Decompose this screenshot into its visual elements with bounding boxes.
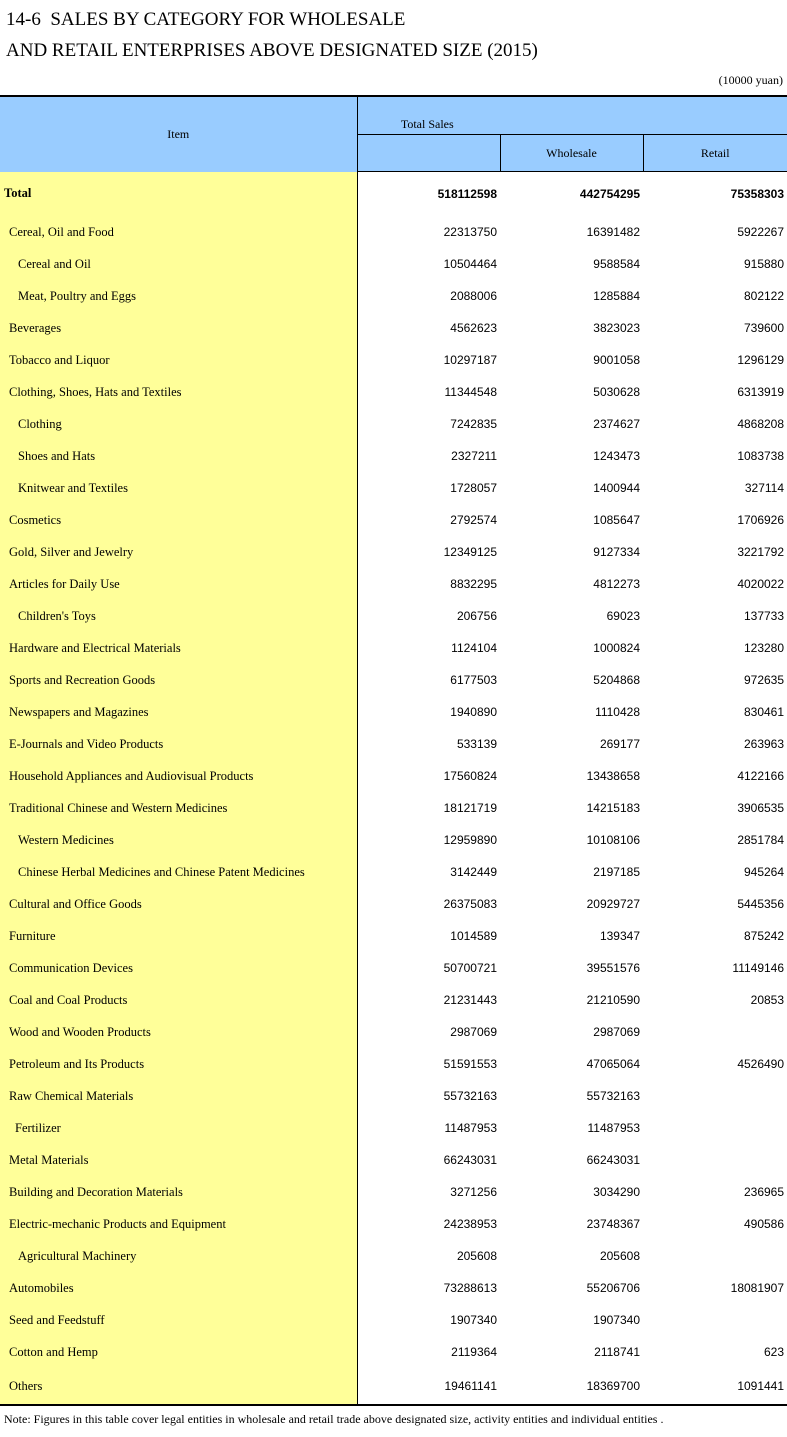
row-total-cell: 26375083 <box>443 897 497 911</box>
row-item-cell: Cotton and Hemp <box>0 1336 357 1368</box>
row-total-cell: 2119364 <box>451 1345 497 1359</box>
row-retail-cell: 6313919 <box>737 385 785 399</box>
table-row <box>0 376 787 408</box>
row-item-cell: Raw Chemical Materials <box>0 1080 357 1112</box>
row-item-cell: E-Journals and Video Products <box>0 728 357 760</box>
row-wholesale-cell: 5030628 <box>593 385 640 399</box>
row-retail-cell: 972635 <box>743 673 785 687</box>
title-line-2: AND RETAIL ENTERPRISES ABOVE DESIGNATED SIZE (2015) <box>6 40 538 61</box>
row-total-cell: 21231443 <box>443 993 497 1007</box>
row-retail-cell: 123280 <box>743 641 785 655</box>
table-row <box>0 408 787 440</box>
table-row <box>0 568 787 600</box>
row-total-cell: 206756 <box>456 609 497 623</box>
row-total-cell: 6177503 <box>450 673 497 687</box>
row-retail-cell: 1706926 <box>737 513 785 527</box>
row-total-cell: 22313750 <box>443 225 497 239</box>
row-item-cell: Newspapers and Magazines <box>0 696 357 728</box>
row-wholesale-cell: 2987069 <box>593 1025 640 1039</box>
row-wholesale-cell: 2197185 <box>593 865 640 879</box>
table-row <box>0 760 787 792</box>
row-wholesale-cell: 3034290 <box>593 1185 640 1199</box>
row-item-cell: Children's Toys <box>0 600 357 632</box>
row-total-cell: 533139 <box>456 737 497 751</box>
row-wholesale-cell: 1085647 <box>593 513 640 527</box>
row-retail-cell: 739600 <box>743 321 785 335</box>
row-wholesale-cell: 442754295 <box>579 187 640 201</box>
table-row <box>0 920 787 952</box>
row-total-cell: 10297187 <box>443 353 497 367</box>
table-row <box>0 952 787 984</box>
table-row <box>0 312 787 344</box>
row-total-cell: 18121719 <box>443 801 497 815</box>
row-item-cell: Hardware and Electrical Materials <box>0 632 357 664</box>
row-wholesale-cell: 205608 <box>599 1249 640 1263</box>
row-retail-cell: 236965 <box>743 1185 785 1199</box>
row-total-cell: 1940890 <box>450 705 497 719</box>
table-row <box>0 1368 787 1405</box>
row-retail-cell: 830461 <box>743 705 785 719</box>
row-item-cell: Chinese Herbal Medicines and Chinese Patent Medicines <box>0 856 357 888</box>
table-row <box>0 280 787 312</box>
row-total-cell: 3142449 <box>450 865 497 879</box>
row-wholesale-cell: 69023 <box>606 609 640 623</box>
row-wholesale-cell: 9127334 <box>593 545 640 559</box>
row-wholesale-cell: 1243473 <box>593 449 640 463</box>
row-wholesale-cell: 1400944 <box>593 481 640 495</box>
row-total-cell: 1124104 <box>451 641 497 655</box>
row-wholesale-cell: 3823023 <box>593 321 640 335</box>
row-retail-cell: 137733 <box>743 609 785 623</box>
row-item-cell: Wood and Wooden Products <box>0 1016 357 1048</box>
table-row <box>0 1048 787 1080</box>
table-row <box>0 1272 787 1304</box>
row-item-cell: Cultural and Office Goods <box>0 888 357 920</box>
table-row <box>0 1016 787 1048</box>
row-retail-cell: 1296129 <box>737 353 785 367</box>
title-line-1: 14-6 SALES BY CATEGORY FOR WHOLESALE <box>6 9 406 30</box>
table-row <box>0 1304 787 1336</box>
sales-table <box>0 95 787 1406</box>
table-row <box>0 984 787 1016</box>
row-item-cell: Agricultural Machinery <box>0 1240 357 1272</box>
row-item-cell: Gold, Silver and Jewelry <box>0 536 357 568</box>
table-row <box>0 440 787 472</box>
row-retail-cell: 263963 <box>743 737 785 751</box>
row-total-cell: 17560824 <box>443 769 497 783</box>
row-retail-cell: 623 <box>764 1345 785 1359</box>
header-item: Item <box>0 96 357 172</box>
row-item-cell: Building and Decoration Materials <box>0 1176 357 1208</box>
row-wholesale-cell: 5204868 <box>593 673 640 687</box>
header-retail: Retail <box>643 135 787 172</box>
row-item-cell: Cereal and Oil <box>0 248 357 280</box>
row-retail-cell: 18081907 <box>730 1281 785 1295</box>
row-total-cell: 2792574 <box>450 513 497 527</box>
row-total-cell: 19461141 <box>357 1368 500 1405</box>
row-wholesale-cell: 4812273 <box>593 577 640 591</box>
row-retail-cell <box>643 1304 787 1336</box>
row-wholesale-cell: 1285884 <box>593 289 640 303</box>
row-retail-cell: 2851784 <box>737 833 785 847</box>
row-total-cell: 1728057 <box>450 481 497 495</box>
row-total-cell: 51591553 <box>443 1057 497 1071</box>
table-row <box>0 216 787 248</box>
row-item-cell: Others <box>0 1368 357 1405</box>
table-header <box>0 96 787 172</box>
table-row <box>0 1240 787 1272</box>
row-wholesale-cell: 9001058 <box>593 353 640 367</box>
row-item-cell: Communication Devices <box>0 952 357 984</box>
row-wholesale-cell: 14215183 <box>586 801 640 815</box>
row-total-cell: 55732163 <box>443 1089 497 1103</box>
row-item-cell: Shoes and Hats <box>0 440 357 472</box>
table-row <box>0 1176 787 1208</box>
row-wholesale-cell: 13438658 <box>586 769 640 783</box>
row-wholesale-cell: 2118741 <box>594 1345 640 1359</box>
row-wholesale-cell: 55732163 <box>586 1089 640 1103</box>
table-row <box>0 1336 787 1368</box>
row-retail-cell: 11149146 <box>732 961 785 975</box>
row-retail-cell <box>643 1144 787 1176</box>
table-row <box>0 504 787 536</box>
row-total-cell: 518112598 <box>437 187 497 201</box>
row-total-cell: 10504464 <box>443 257 497 271</box>
table-row <box>0 696 787 728</box>
unit-label: (10000 yuan) <box>718 73 783 87</box>
row-retail-cell <box>643 1112 787 1144</box>
row-retail-cell: 945264 <box>743 865 785 879</box>
table-row <box>0 172 787 217</box>
table-row <box>0 1112 787 1144</box>
row-retail-cell: 3906535 <box>737 801 785 815</box>
row-retail-cell: 1091441 <box>643 1368 787 1405</box>
row-wholesale-cell: 139347 <box>599 929 640 943</box>
table-row <box>0 856 787 888</box>
row-wholesale-cell: 269177 <box>599 737 640 751</box>
row-wholesale-cell: 1000824 <box>593 641 640 655</box>
header-total-sales-spacer <box>357 135 500 172</box>
row-total-cell: 1907340 <box>450 1313 497 1327</box>
row-wholesale-cell: 39551576 <box>586 961 640 975</box>
row-retail-cell: 327114 <box>744 481 785 495</box>
row-item-cell: Clothing, Shoes, Hats and Textiles <box>0 376 357 408</box>
row-wholesale-cell: 21210590 <box>586 993 640 1007</box>
row-retail-cell <box>643 1240 787 1272</box>
row-total-cell: 50700721 <box>443 961 497 975</box>
row-retail-cell <box>643 1016 787 1048</box>
row-total-cell: 4562623 <box>450 321 497 335</box>
row-total-cell: 11487953 <box>444 1121 497 1135</box>
row-wholesale-cell: 16391482 <box>586 225 640 239</box>
row-total-cell: 24238953 <box>443 1217 497 1231</box>
row-wholesale-cell: 20929727 <box>586 897 640 911</box>
table-title <box>6 4 538 66</box>
row-total-cell: 73288613 <box>443 1281 497 1295</box>
row-item-cell: Total <box>0 172 357 217</box>
table-row <box>0 1208 787 1240</box>
row-wholesale-cell: 11487953 <box>587 1121 640 1135</box>
row-item-cell: Western Medicines <box>0 824 357 856</box>
row-total-cell: 2088006 <box>450 289 497 303</box>
row-item-cell: Coal and Coal Products <box>0 984 357 1016</box>
row-wholesale-cell: 23748367 <box>586 1217 640 1231</box>
table-row <box>0 632 787 664</box>
row-total-cell: 12349125 <box>443 545 497 559</box>
row-retail-cell: 3221792 <box>737 545 785 559</box>
row-wholesale-cell: 18369700 <box>500 1368 643 1405</box>
table-row <box>0 472 787 504</box>
row-item-cell: Automobiles <box>0 1272 357 1304</box>
row-item-cell: Meat, Poultry and Eggs <box>0 280 357 312</box>
row-retail-cell <box>643 1080 787 1112</box>
table-row <box>0 888 787 920</box>
row-total-cell: 1014589 <box>450 929 497 943</box>
row-wholesale-cell: 2374627 <box>593 417 640 431</box>
row-total-cell: 66243031 <box>443 1153 497 1167</box>
row-wholesale-cell: 9588584 <box>593 257 640 271</box>
table-body <box>0 172 787 1406</box>
row-retail-cell: 20853 <box>750 993 785 1007</box>
row-retail-cell: 4526490 <box>737 1057 785 1071</box>
row-retail-cell: 915880 <box>743 257 785 271</box>
row-item-cell: Traditional Chinese and Western Medicines <box>0 792 357 824</box>
table-row <box>0 536 787 568</box>
table-row <box>0 792 787 824</box>
row-item-cell: Household Appliances and Audiovisual Products <box>0 760 357 792</box>
row-wholesale-cell: 1907340 <box>593 1313 640 1327</box>
row-total-cell: 11344548 <box>444 385 497 399</box>
row-retail-cell: 1083738 <box>737 449 785 463</box>
row-item-cell: Cosmetics <box>0 504 357 536</box>
row-item-cell: Fertilizer <box>0 1112 357 1144</box>
header-wholesale: Wholesale <box>500 135 643 172</box>
row-total-cell: 7242835 <box>450 417 497 431</box>
row-retail-cell: 4122166 <box>737 769 785 783</box>
row-retail-cell: 5445356 <box>737 897 785 911</box>
row-total-cell: 3271256 <box>450 1185 497 1199</box>
row-retail-cell: 490586 <box>743 1217 785 1231</box>
row-wholesale-cell: 55206706 <box>586 1281 640 1295</box>
row-total-cell: 2987069 <box>450 1025 497 1039</box>
row-retail-cell: 802122 <box>743 289 785 303</box>
row-total-cell: 2327211 <box>451 449 497 463</box>
row-total-cell: 8832295 <box>450 577 497 591</box>
row-item-cell: Metal Materials <box>0 1144 357 1176</box>
row-item-cell: Petroleum and Its Products <box>0 1048 357 1080</box>
row-item-cell: Sports and Recreation Goods <box>0 664 357 696</box>
row-wholesale-cell: 10108106 <box>586 833 640 847</box>
header-total-sales: Total Sales <box>357 96 787 135</box>
row-item-cell: Electric-mechanic Products and Equipment <box>0 1208 357 1240</box>
row-item-cell: Cereal, Oil and Food <box>0 216 357 248</box>
row-retail-cell: 75358303 <box>730 187 785 201</box>
table-row <box>0 344 787 376</box>
table-row <box>0 600 787 632</box>
row-item-cell: Knitwear and Textiles <box>0 472 357 504</box>
row-total-cell: 12959890 <box>443 833 497 847</box>
row-item-cell: Furniture <box>0 920 357 952</box>
table-row <box>0 664 787 696</box>
row-total-cell: 205608 <box>456 1249 497 1263</box>
row-item-cell: Beverages <box>0 312 357 344</box>
table-row <box>0 1144 787 1176</box>
table-row <box>0 728 787 760</box>
row-item-cell: Articles for Daily Use <box>0 568 357 600</box>
row-retail-cell: 875242 <box>743 929 785 943</box>
row-item-cell: Seed and Feedstuff <box>0 1304 357 1336</box>
row-item-cell: Clothing <box>0 408 357 440</box>
footnote: Note: Figures in this table cover legal entities in wholesale and retail trade above designated size, activity entities and individual entities . <box>4 1412 664 1426</box>
row-wholesale-cell: 66243031 <box>586 1153 640 1167</box>
row-retail-cell: 4868208 <box>737 417 785 431</box>
table-row <box>0 248 787 280</box>
row-wholesale-cell: 1110428 <box>595 705 640 719</box>
row-retail-cell: 4020022 <box>737 577 785 591</box>
row-retail-cell: 5922267 <box>737 225 785 239</box>
row-item-cell: Tobacco and Liquor <box>0 344 357 376</box>
row-wholesale-cell: 47065064 <box>586 1057 640 1071</box>
table-row <box>0 1080 787 1112</box>
table-row <box>0 824 787 856</box>
